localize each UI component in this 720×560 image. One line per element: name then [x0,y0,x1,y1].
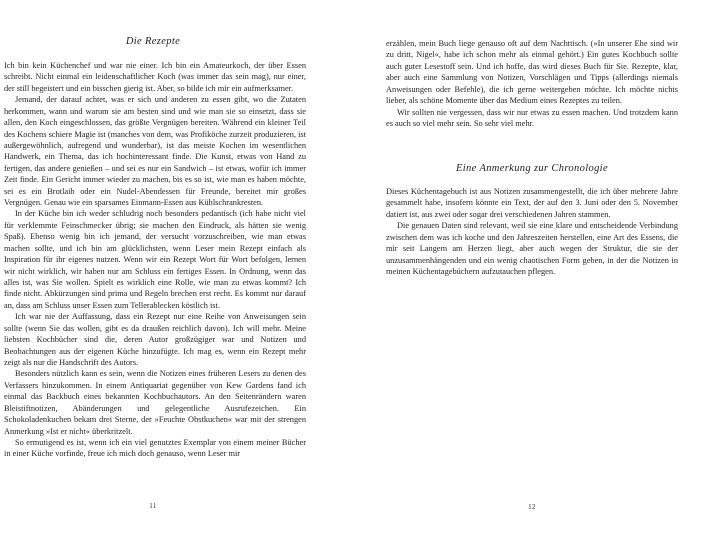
right-page-section-title-wrap [386,163,678,174]
paragraph: So ermutigend es ist, wenn ich ein viel genutztes Exemplar von einem meiner Bücher in einer Küche vorfinde, freue ich mich doch genauso, wenn Leser mir [4,437,306,459]
chapter-title: Die Rezepte [125,36,181,47]
right-page-text-block [386,0,678,560]
right-page-body-lower [386,186,678,277]
paragraph: erzählen, mein Buch liege genauso oft auf dem Nachttisch. (»In unserer Ehe sind wir zu dritt, Nigel«, habe ich schon mehr als einmal gehört.) Ein gutes Kochbuch sollte auch guter Lesestoff sein. Und ich hoffe, das wird dieses Buch für Sie. Rezepte, klar, aber auch eine Sammlung von Notizen, Vorschlägen und Tipps (allerdings niemals Anweisungen oder Befehle), die ich gerne weitergeben möchte. Ich möchte nichts lieber, als schöne Momente über das Medium eines Rezeptes zu teilen. [386,39,678,106]
paragraph: Ich war nie der Auffassung, dass ein Rezept nur eine Reihe von Anweisungen sein sollte (wenn Sie das wollen, gibt es da draußen reichlich davon). Ich will mehr. Meine liebsten Kochbücher sind die, deren Autor großzügiger war und Notizen und Beobachtungen aus der eigenen Küche hinzufügte. Ich mag es, wenn ein Rezept mehr zeigt als nur die Handschrift des Autors. [4,312,306,367]
paragraph: Jemand, der darauf achtet, was er sich und anderen zu essen gibt, wo die Zutaten herkommen, wann und warum sie am besten sind und wie man sie so einsetzt, dass sie allen, den Koch eingeschlossen, das größte Vergnügen bereiten. Während ein kleiner Teil des Kochens schiere Magie ist (manches von dem, was Profiköche zurzeit produzieren, ist außergewöhnlich, aufregend und wunderbar), ist das meiste Kochen im wesentlichen Handwerk, ein Thema, das ich hochinteressant finde. Die Kunst, etwas von Hand zu fertigen, das andere genießen – und sei es nur ein Sandwich – ist etwas, wofür ich immer Zeit finde. Ein Gericht immer wieder zu machen, bis es so ist, wie man es haben möchte, sei es ein Brotlaib oder ein Nudel-Abendessen für Freunde, bereitet mir großes Vergnügen. Genau wie ein sparsames Einmann-Essen aus Kühlschrankresten. [4,95,306,208]
right-page-body-upper [386,38,678,129]
paragraph: Besonders nützlich kann es sein, wenn die Notizen eines früheren Lesers zu denen des Verfassers hinzukommen. In einem Antiquariat gegenüber von Kew Gardens fand ich einmal das Backbuch eines bekannten Kochbuchautors. An den Seitenrändern waren Bleistiftnotizen, Abänderungen und gelegentliche Ausrufezeichen. Ein Schokoladenkuchen bekam drei Sterne, der »Feuchte Obstkuchen« war mit der strengen Anmerkung »Ist er nicht« überkritzelt. [4,369,306,436]
left-page-body [4,60,306,460]
left-page-text-block [0,0,334,560]
right-page-folio: 12 [528,503,536,511]
paragraph: Die genauen Daten sind relevant, weil sie eine klare und entscheidende Verbindung zwischen dem was ich koche und den Jahreszeiten herstellen, eine Art des Essens, die mir seit Langem am Herzen liegt, aber auch wegen der Struktur, die sie der unzusammenhängenden und ein wenig chaotischen Form geben, in der die Notizen in meinen Küchentagebüchern aufzutauchen pflegen. [386,221,678,276]
left-page-folio: 11 [149,502,157,510]
paragraph: Wir sollten nie vergessen, dass wir nur etwas zu essen machen. Und trotzdem kann es auch so viel mehr sein. So sehr viel mehr. [386,107,678,128]
left-page-chapter-title-wrap [0,36,334,47]
section-title: Eine Anmerkung zur Chronologie [456,163,608,174]
right-page [386,0,720,560]
paragraph: Ich bin kein Küchenchef und war nie einer. Ich bin ein Amateurkoch, der über Essen schreibt. Nicht einmal ein leidenschaftlicher Koch (was immer das sein mag), nur einer, der still begeistert und ein bisschen gierig ist. Aber, so bilde ich mir ein aufmerksamer. [4,61,306,93]
paragraph: Dieses Küchentagebuch ist aus Notizen zusammengestellt, die ich über mehrere Jahre gesammelt habe, insofern könnte ein Text, der auf den 3. Juni oder den 5. November datiert ist, aus zwei oder sogar drei verschiedenen Jahren stammen. [386,187,678,219]
left-page [0,0,334,560]
paragraph: In der Küche bin ich weder schludrig noch besonders pedantisch (ich habe nicht viel für verklemmte Feinschmecker übrig; sie machen den Eindruck, als hätten sie wenig Spaß). Ebenso wenig bin ich jemand, der versucht vorzuschreiben, wie man etwas machen sollte, und ich bin am glücklichsten, wenn Leser mein Rezept einfach als Inspiration für ihr eigenes nutzen. Wenn wir ein Rezept Wort für Wort befolgen, lernen wir nicht wirklich, wir haben nur am Schluss ein fertiges Essen. In Ordnung, wenn das alles ist, was Sie wollen. Spielt es wirklich eine Rolle, wie man zu etwas kommt? Ich finde nicht. Abkürzungen sind prima und Regeln brechen erst recht. Es kommt nur darauf an, dass am Schluss unser Essen zum Tellerablecken köstlich ist. [4,209,306,310]
